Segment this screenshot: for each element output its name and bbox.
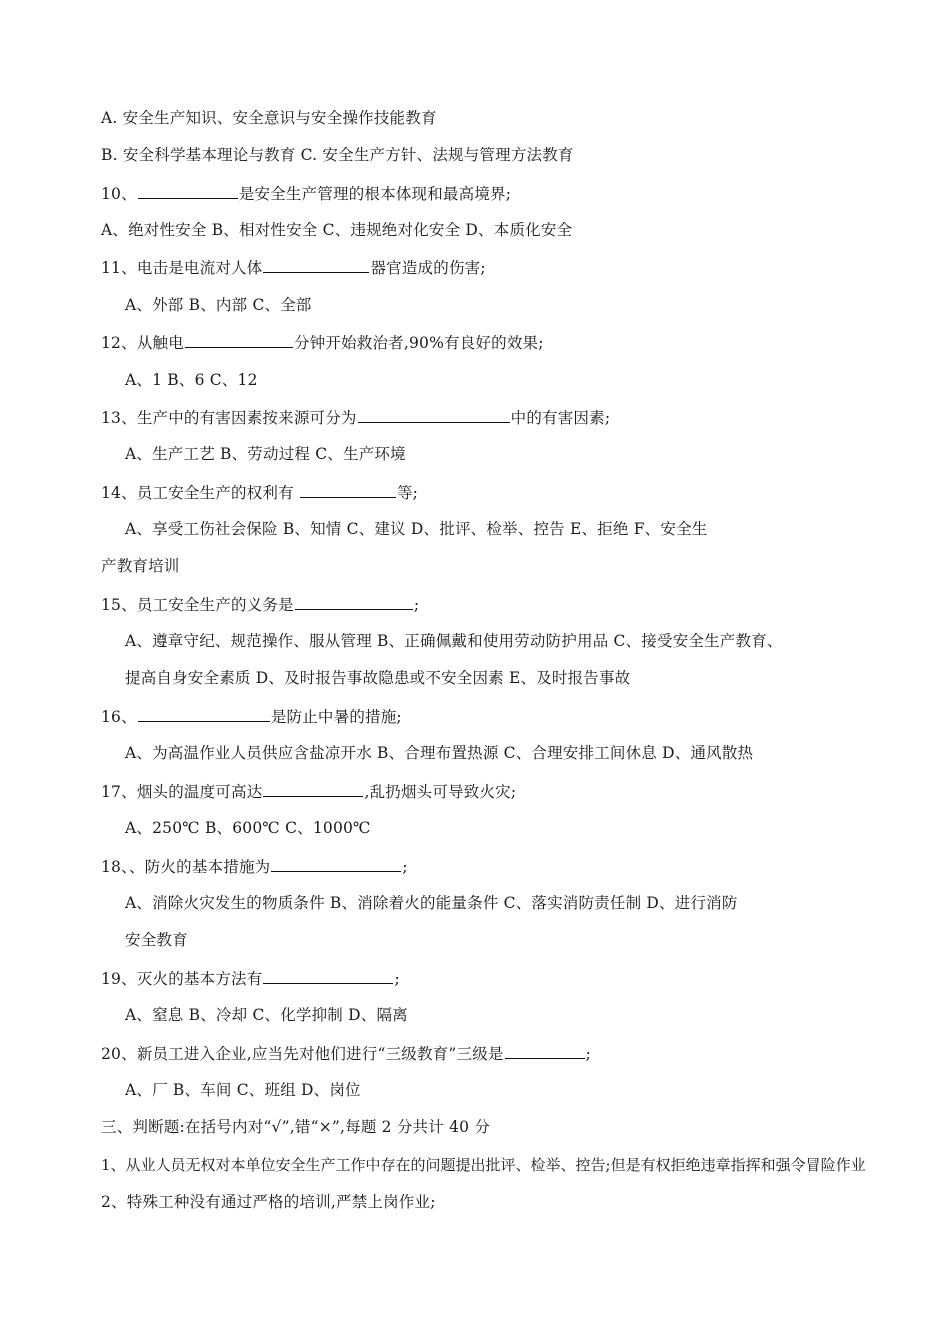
question-13: 13、生产中的有害因素按来源可分为 中的有害因素;: [101, 409, 611, 427]
answer-blank: [300, 482, 396, 498]
question-20: 20、新员工进入企业,应当先对他们进行“三级教育”三级是 ;: [101, 1045, 592, 1063]
question-11-options: A、外部 B、内部 C、全部: [125, 296, 312, 314]
answer-blank: [295, 594, 413, 610]
question-14-options-cont: 产教育培训: [101, 557, 180, 575]
question-12: 12、从触电 分钟开始救治者,90%有良好的效果;: [101, 334, 544, 352]
question-15-options: A、遵章守纪、规范操作、服从管理 B、正确佩戴和使用劳动防护用品 C、接受安全生产教育、: [125, 632, 783, 650]
question-19-options: A、窒息 B、冷却 C、化学抑制 D、隔离: [125, 1006, 408, 1024]
answer-blank: [138, 183, 238, 199]
judgment-question-2: 2、特殊工种没有通过严格的培训,严禁上岗作业;: [101, 1193, 436, 1211]
question-10: 10、 是安全生产管理的根本体现和最高境界;: [101, 185, 512, 203]
section-heading-judgment: 三、判断题:在括号内对“√”,错“×”,每题 2 分共计 40 分: [101, 1118, 491, 1136]
question-18-options-cont: 安全教育: [125, 931, 188, 949]
question-18: 18、、防火的基本措施为 ;: [101, 858, 408, 876]
answer-blank: [263, 781, 363, 797]
answer-blank: [505, 1043, 585, 1059]
question-15: 15、员工安全生产的义务是 ;: [101, 596, 420, 614]
option-line-b-c: B. 安全科学基本理论与教育 C. 安全生产方针、法规与管理方法教育: [101, 146, 574, 164]
answer-blank: [263, 968, 393, 984]
judgment-question-1: 1、从业人员无权对本单位安全生产工作中存在的问题提出批评、检举、控告;但是有权拒绝违章指挥和强令冒险作业: [101, 1156, 866, 1174]
question-14: 14、员工安全生产的权利有 等;: [101, 484, 419, 502]
question-15-options-cont: 提高自身安全素质 D、及时报告事故隐患或不安全因素 E、及时报告事故: [125, 669, 631, 687]
question-19: 19、灭火的基本方法有 ;: [101, 970, 400, 988]
question-17: 17、烟头的温度可高达 ,乱扔烟头可导致火灾;: [101, 783, 517, 801]
question-11: 11、电击是电流对人体 器官造成的伤害;: [101, 259, 486, 277]
question-14-options: A、享受工伤社会保险 B、知情 C、建议 D、批评、检举、控告 E、拒绝 F、安全生: [125, 520, 708, 538]
question-18-options: A、消除火灾发生的物质条件 B、消除着火的能量条件 C、落实消防责任制 D、进行消防: [125, 894, 738, 912]
question-13-options: A、生产工艺 B、劳动过程 C、生产环境: [125, 445, 406, 463]
question-16-options: A、为高温作业人员供应含盐凉开水 B、合理布置热源 C、合理安排工间休息 D、通风散热: [125, 744, 754, 762]
answer-blank: [263, 257, 369, 273]
question-17-options: A、250℃ B、600℃ C、1000℃: [125, 819, 371, 837]
answer-blank: [271, 856, 401, 872]
question-10-options: A、绝对性安全 B、相对性安全 C、违规绝对化安全 D、本质化安全: [101, 221, 573, 239]
question-16: 16、 是防止中暑的措施;: [101, 708, 402, 726]
answer-blank: [358, 407, 510, 423]
option-line-a: A. 安全生产知识、安全意识与安全操作技能教育: [101, 109, 437, 127]
question-12-options: A、1 B、6 C、12: [125, 371, 258, 389]
question-20-options: A、厂 B、车间 C、班组 D、岗位: [125, 1081, 361, 1099]
answer-blank: [138, 706, 270, 722]
answer-blank: [185, 332, 293, 348]
